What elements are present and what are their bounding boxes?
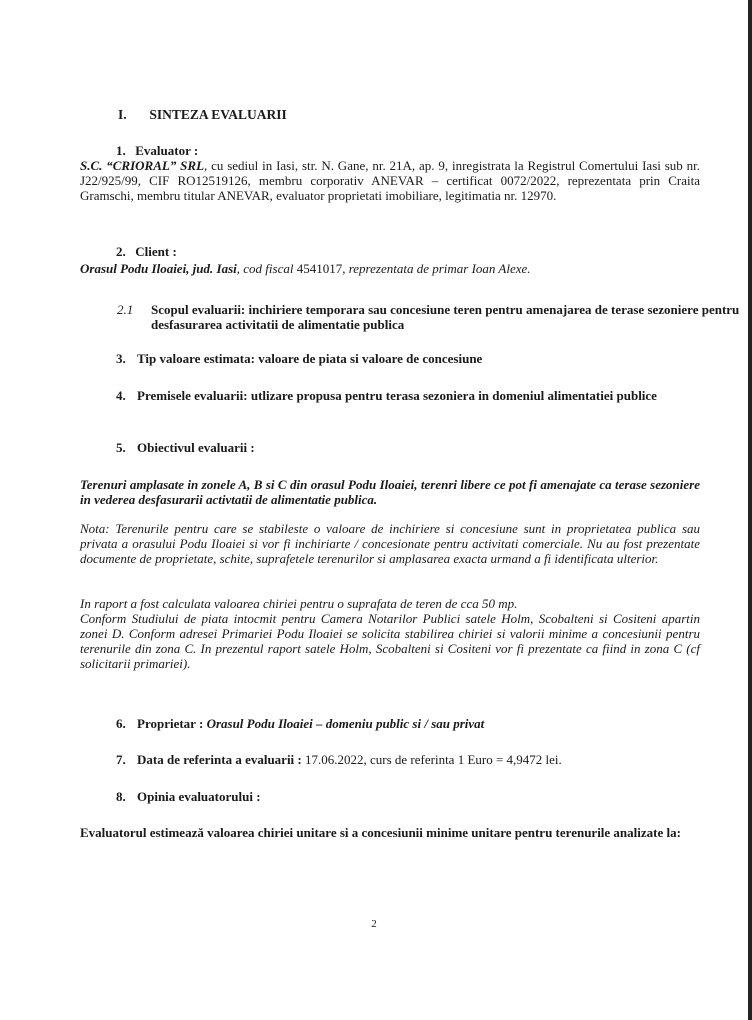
client-heading <box>116 244 736 259</box>
reference-date-value: 17.06.2022, curs de referinta 1 Euro = 4,9472 lei. <box>305 752 562 767</box>
reference-date-label: Data de referinta a evaluarii : <box>137 752 305 767</box>
note-paragraph-3: Conform Studiului de piata intocmit pentru Camera Notarilor Publici satele Holm, Scobalteni si Cositeni apartin zonei D. Conform adresei Primariei Podu Iloaiei se solicita stabilirea chiriei si valorii minime a concesiunii pentru terenurile din zona C. In prezentul raport satele Holm, Scobalteni si Cositeni vor fi prezentate ca fiind in zona C (cf solicitarii primariei). <box>80 611 700 671</box>
item-heading: Evaluator : <box>135 143 199 158</box>
premises-text: Premisele evaluarii: utlizare propusa pentru terasa sezoniera in domeniul alimentatiei publice <box>137 388 657 403</box>
item-number: 2. <box>116 244 126 259</box>
opinion-heading <box>116 789 736 804</box>
conclusion-text: Evaluatorul estimează valoarea chiriei unitare si a concesiunii minime unitare pentru terenurile analizate la: <box>80 825 681 840</box>
premises-item <box>116 388 721 403</box>
item-heading: Opinia evaluatorului : <box>137 789 261 804</box>
value-type-item <box>116 351 736 366</box>
section-heading <box>118 107 738 122</box>
scope-text: Scopul evaluarii: inchiriere temporara sau concesiune teren pentru amenajarea de terase sezoniere pentru desfasurarea activitatii de alimentatie publica <box>151 302 740 332</box>
evaluator-paragraph <box>80 158 700 203</box>
page-number: 2 <box>371 918 377 930</box>
page-edge <box>748 0 752 1020</box>
evaluator-company: S.C. “CRIORAL” SRL <box>80 158 205 173</box>
item-number: 4. <box>116 388 126 403</box>
evaluator-details: , cu sediul in Iasi, str. N. Gane, nr. 21A, ap. 9, inregistrata la Registrul Comertului Iasi sub nr. J22/925/99, CIF RO12519126, membru corporativ ANEVAR – certificat 0072/2022, reprezentata prin Craita Gramschi, membru titular ANEVAR, evaluator proprietati imobiliare, legitimatia nr. 12970. <box>80 158 700 203</box>
objective-text: Terenuri amplasate in zonele A, B si C din orasul Podu Iloaiei, terenri libere ce pot fi amenajate ca terase sezoniere in vederea desfasurarii activtatii de alimentatie publica. <box>80 477 700 507</box>
item-number: 8. <box>116 789 126 804</box>
item-number: 6. <box>116 716 126 731</box>
client-cf-label: , cod fiscal <box>236 261 297 276</box>
objective-heading <box>116 440 736 455</box>
item-heading: Obiectivul evaluarii : <box>137 440 255 455</box>
item-number: 7. <box>116 752 126 767</box>
owner-item <box>116 716 736 731</box>
item-number: 1. <box>116 143 126 158</box>
owner-value: Orasul Podu Iloaiei – domeniu public si / sau privat <box>206 716 485 731</box>
section-number: I. <box>118 107 127 122</box>
item-number: 5. <box>116 440 126 455</box>
value-type-text: Tip valoare estimata: valoare de piata si valoare de concesiune <box>137 351 483 366</box>
note-paragraph-2: In raport a fost calculata valoarea chiriei pentru o suprafata de teren de cca 50 mp. <box>80 596 518 611</box>
reference-date-item <box>116 752 736 767</box>
client-paragraph <box>80 261 700 276</box>
item-number: 2.1 <box>117 302 134 317</box>
evaluator-heading <box>116 143 736 158</box>
client-name: Orasul Podu Iloaiei, jud. Iasi <box>80 261 237 276</box>
owner-label: Proprietar : <box>137 716 207 731</box>
client-cf: 4541017 <box>296 261 343 276</box>
item-heading: Client : <box>135 244 177 259</box>
item-number: 3. <box>116 351 126 366</box>
section-title: SINTEZA EVALUARII <box>149 107 287 122</box>
client-representative: , reprezentata de primar Ioan Alexe. <box>342 261 531 276</box>
scope-item <box>98 302 752 332</box>
note-paragraph-1: Nota: Terenurile pentru care se stabileste o valoare de inchiriere si concesiune sunt in proprietatea publica sau privata a orasului Podu Iloaiei si vor fi inchiriarte / concesionate pentru activitati comerciale. Nu au fost prezentate documente de proprietate, schite, suprafetele terenurilor si amplasarea exacta urmand a fi identificata ulterior. <box>80 521 700 566</box>
